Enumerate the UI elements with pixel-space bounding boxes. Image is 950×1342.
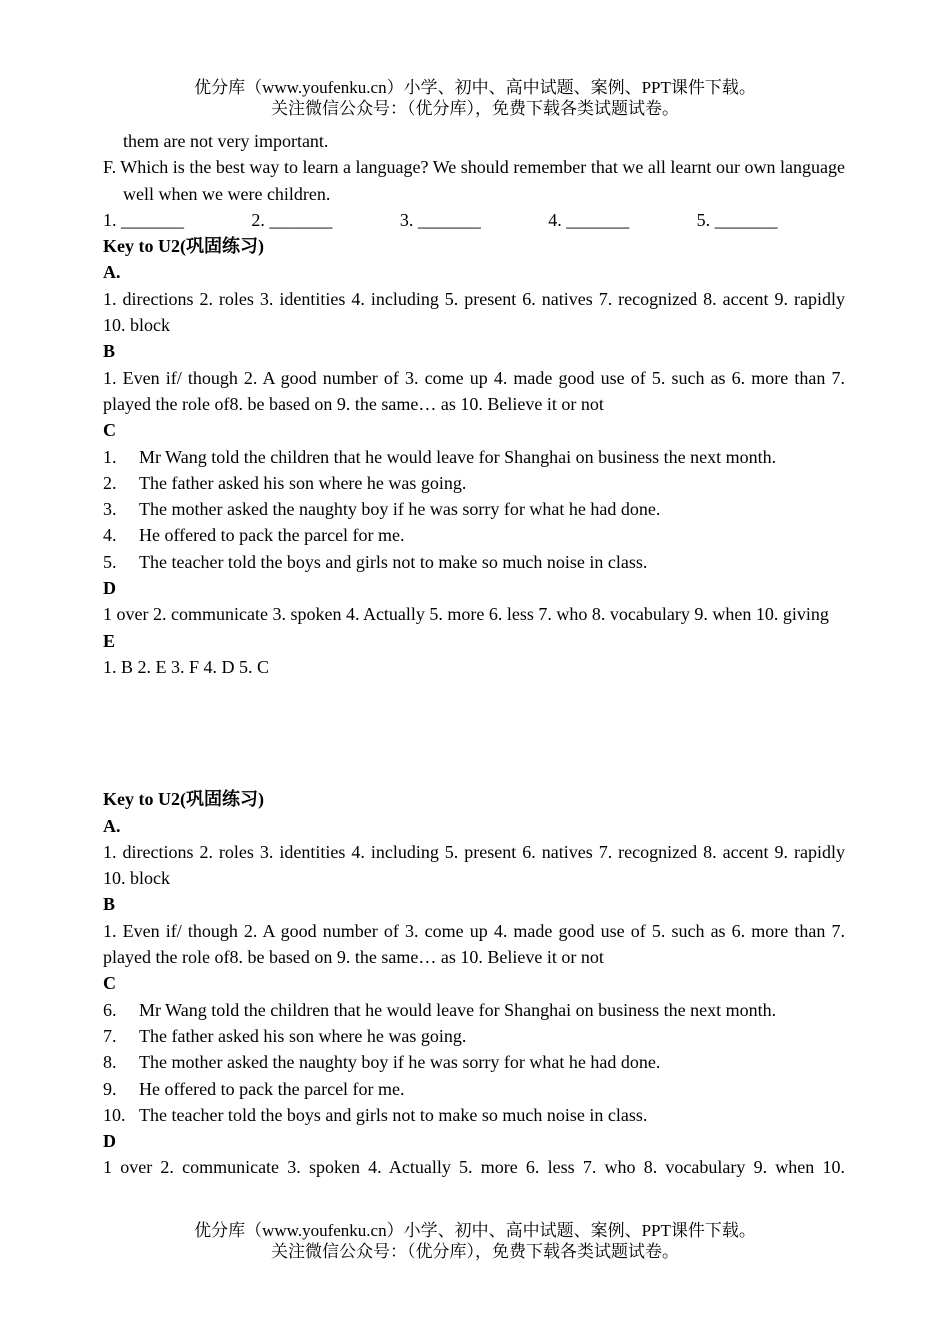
list-item — [103, 1023, 845, 1049]
answer-blank: 4. _______ — [548, 209, 630, 230]
section-c-label: C — [103, 420, 116, 441]
list-text: The mother asked the naughty boy if he was sorry for what he had done. — [139, 499, 661, 520]
list-number: 6. — [103, 999, 117, 1020]
list-item — [103, 1049, 845, 1075]
list-item — [103, 470, 845, 496]
section-a-answers: 1. directions 2. roles 3. identities 4. including 5. present 6. natives 7. recognized 8. accent 9. rapidly 10. block — [103, 841, 845, 889]
section-e-answers: 1. B 2. E 3. F 4. D 5. C — [103, 656, 270, 677]
section-b-answers: 1. Even if/ though 2. A good number of 3. come up 4. made good use of 5. such as 6. more than 7. played the role of8. be based on 9. the same… as 10. Believe it or not — [103, 920, 845, 968]
section-b-label: B — [103, 894, 116, 915]
key-title: Key to U2(巩固练习) — [103, 789, 264, 810]
answer-blanks — [103, 207, 845, 233]
header-line-2: 关注微信公众号：（优分库），免费下载各类试题试卷。 — [271, 99, 679, 118]
list-item — [103, 496, 845, 522]
list-item — [103, 1102, 845, 1128]
list-number: 4. — [103, 525, 117, 546]
answer-blank: 3. _______ — [399, 209, 481, 230]
footer-line-2: 关注微信公众号：（优分库），免费下载各类试题试卷。 — [271, 1242, 679, 1261]
list-text: The mother asked the naughty boy if he was sorry for what he had done. — [139, 1052, 661, 1073]
section-d-label: D — [103, 578, 116, 599]
list-item — [103, 1076, 845, 1102]
list-number: 5. — [103, 551, 117, 572]
list-number: 2. — [103, 472, 117, 493]
list-item — [103, 444, 845, 470]
list-text: He offered to pack the parcel for me. — [139, 1078, 405, 1099]
list-text: The father asked his son where he was going. — [139, 1025, 467, 1046]
page-footer — [0, 1220, 950, 1262]
section-d-answers: 1 over 2. communicate 3. spoken 4. Actually 5. more 6. less 7. who 8. vocabulary 9. when 10. giving — [103, 604, 829, 625]
list-text: The teacher told the boys and girls not to make so much noise in class. — [139, 1104, 648, 1125]
list-number: 10. — [103, 1104, 126, 1125]
list-item — [103, 997, 845, 1023]
answer-blank: 5. _______ — [696, 209, 778, 230]
intro-item-f: F. Which is the best way to learn a language? We should remember that we all learnt our own language well when we were children. — [103, 157, 845, 204]
list-number: 9. — [103, 1078, 117, 1099]
list-number: 8. — [103, 1052, 117, 1073]
list-item — [103, 549, 845, 575]
list-number: 3. — [103, 499, 117, 520]
list-text: The father asked his son where he was going. — [139, 472, 467, 493]
section-c-label: C — [103, 973, 116, 994]
list-number: 1. — [103, 446, 117, 467]
key-title: Key to U2(巩固练习) — [103, 236, 264, 257]
answer-blank: 2. _______ — [251, 209, 333, 230]
list-text: Mr Wang told the children that he would leave for Shanghai on business the next month. — [139, 446, 777, 467]
list-text: The teacher told the boys and girls not to make so much noise in class. — [139, 551, 648, 572]
list-item — [103, 522, 845, 548]
section-a-label: A. — [103, 815, 121, 836]
list-text: Mr Wang told the children that he would leave for Shanghai on business the next month. — [139, 999, 777, 1020]
section-a-label: A. — [103, 262, 121, 283]
list-text: He offered to pack the parcel for me. — [139, 525, 405, 546]
section-a-answers: 1. directions 2. roles 3. identities 4. including 5. present 6. natives 7. recognized 8. accent 9. rapidly 10. block — [103, 288, 845, 336]
page-header — [0, 77, 950, 119]
footer-line-1: 优分库（www.youfenku.cn）小学、初中、高中试题、案例、PPT课件下载。 — [194, 1221, 756, 1240]
section-b-label: B — [103, 341, 116, 362]
list-number: 7. — [103, 1025, 117, 1046]
section-d-answers-partial: 1 over 2. communicate 3. spoken 4. Actually 5. more 6. less 7. who 8. vocabulary 9. when 10. — [103, 1157, 845, 1178]
intro-continuation: them are not very important. — [123, 131, 329, 151]
answer-blank: 1. _______ — [103, 209, 184, 230]
header-line-1: 优分库（www.youfenku.cn）小学、初中、高中试题、案例、PPT课件下载。 — [194, 78, 756, 97]
document-body — [103, 128, 845, 1181]
section-b-answers: 1. Even if/ though 2. A good number of 3. come up 4. made good use of 5. such as 6. more than 7. played the role of8. be based on 9. the same… as 10. Believe it or not — [103, 367, 845, 414]
section-e-label: E — [103, 630, 116, 651]
section-d-label: D — [103, 1131, 116, 1152]
